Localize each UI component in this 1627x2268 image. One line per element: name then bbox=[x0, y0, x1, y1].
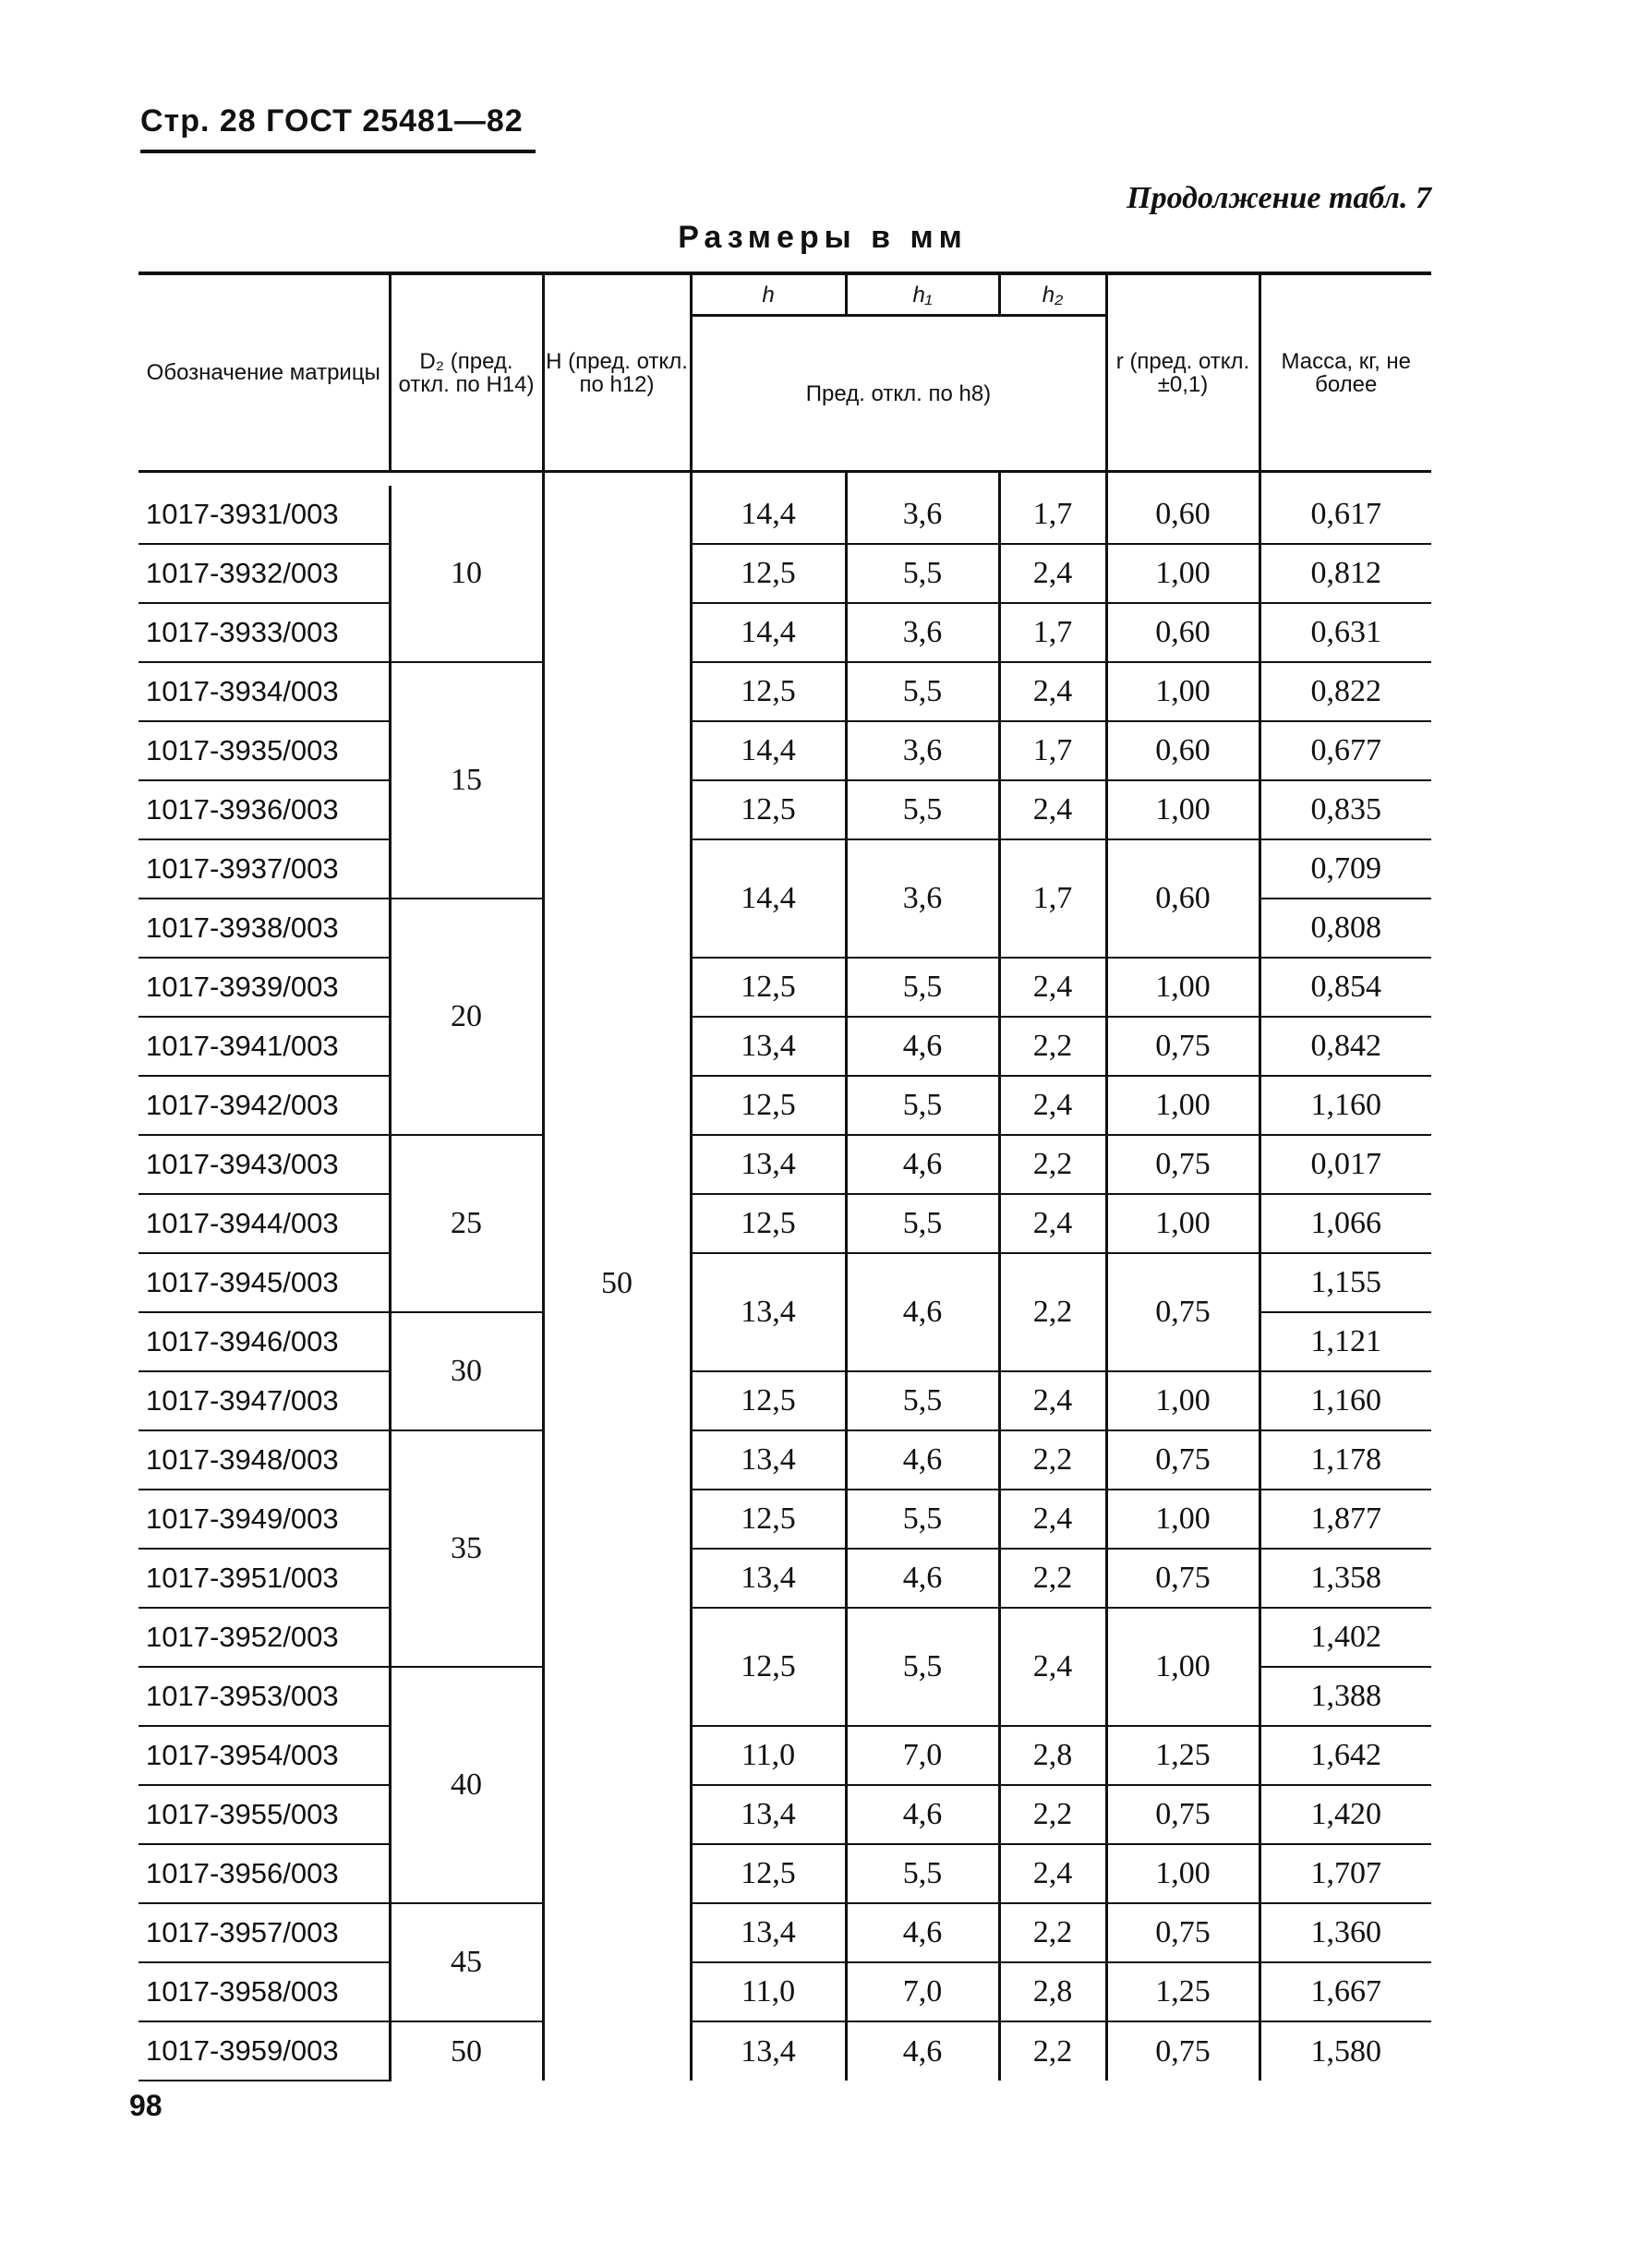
mass-cell: 0,822 bbox=[1259, 662, 1431, 721]
h1-cell: 5,5 bbox=[846, 780, 999, 839]
table-row bbox=[139, 2021, 1431, 2081]
header-rule bbox=[140, 150, 536, 153]
h-cell: 12,5 bbox=[691, 1371, 846, 1430]
mass-cell: 0,812 bbox=[1259, 544, 1431, 603]
designation-cell: 1017-3938/003 bbox=[139, 899, 390, 958]
table-row bbox=[139, 1135, 1431, 1194]
r-cell: 0,75 bbox=[1106, 1135, 1259, 1194]
mass-cell: 0,631 bbox=[1259, 603, 1431, 662]
designation-cell: 1017-3957/003 bbox=[139, 1903, 390, 1962]
designation-cell: 1017-3944/003 bbox=[139, 1194, 390, 1253]
h2-cell: 2,2 bbox=[999, 1017, 1106, 1076]
r-cell: 1,00 bbox=[1106, 1371, 1259, 1430]
h1-cell: 4,6 bbox=[846, 1017, 999, 1076]
mass-cell: 1,160 bbox=[1259, 1371, 1431, 1430]
r-cell: 0,60 bbox=[1106, 486, 1259, 544]
r-cell: 1,00 bbox=[1106, 544, 1259, 603]
mass-cell: 0,677 bbox=[1259, 721, 1431, 780]
r-cell: 0,75 bbox=[1106, 1785, 1259, 1844]
table-row bbox=[139, 1608, 1431, 1667]
header-H: H (пред. откл. по h12) bbox=[543, 273, 691, 472]
page-number: 98 bbox=[129, 2089, 163, 2122]
r-cell: 1,00 bbox=[1106, 1608, 1259, 1726]
d2-cell: 35 bbox=[390, 1430, 543, 1667]
mass-cell: 1,420 bbox=[1259, 1785, 1431, 1844]
header-h: h bbox=[691, 273, 846, 316]
h1-cell: 7,0 bbox=[846, 1962, 999, 2021]
h2-cell: 2,2 bbox=[999, 1135, 1106, 1194]
h1-cell: 5,5 bbox=[846, 1371, 999, 1430]
table-row bbox=[139, 1371, 1431, 1430]
table-row bbox=[139, 1076, 1431, 1135]
h2-cell: 2,4 bbox=[999, 1194, 1106, 1253]
table-row bbox=[139, 1253, 1431, 1312]
r-cell: 1,00 bbox=[1106, 958, 1259, 1017]
h2-cell: 2,4 bbox=[999, 662, 1106, 721]
h1-cell: 4,6 bbox=[846, 1253, 999, 1371]
h2-cell: 2,2 bbox=[999, 1430, 1106, 1490]
r-cell: 0,75 bbox=[1106, 1549, 1259, 1608]
matrix-dimensions-table bbox=[139, 271, 1431, 2081]
designation-cell: 1017-3955/003 bbox=[139, 1785, 390, 1844]
r-cell: 0,75 bbox=[1106, 1017, 1259, 1076]
table-row bbox=[139, 603, 1431, 662]
h-cell: 13,4 bbox=[691, 1785, 846, 1844]
h1-cell: 4,6 bbox=[846, 1903, 999, 1962]
designation-cell: 1017-3945/003 bbox=[139, 1253, 390, 1312]
h1-cell: 5,5 bbox=[846, 662, 999, 721]
h-cell: 13,4 bbox=[691, 1135, 846, 1194]
mass-cell: 1,160 bbox=[1259, 1076, 1431, 1135]
table-row bbox=[139, 780, 1431, 839]
h-cell: 12,5 bbox=[691, 544, 846, 603]
h2-cell: 2,2 bbox=[999, 1785, 1106, 1844]
mass-cell: 1,155 bbox=[1259, 1253, 1431, 1312]
header-h-tolerance: Пред. откл. по h8) bbox=[691, 316, 1106, 472]
mass-cell: 1,178 bbox=[1259, 1430, 1431, 1490]
h2-cell: 2,4 bbox=[999, 544, 1106, 603]
h2-cell: 2,4 bbox=[999, 1076, 1106, 1135]
mass-cell: 1,360 bbox=[1259, 1903, 1431, 1962]
table-row bbox=[139, 839, 1431, 899]
h-cell: 14,4 bbox=[691, 603, 846, 662]
h1-cell: 3,6 bbox=[846, 486, 999, 544]
h-cell: 13,4 bbox=[691, 1253, 846, 1371]
r-cell: 1,25 bbox=[1106, 1962, 1259, 2021]
designation-cell: 1017-3942/003 bbox=[139, 1076, 390, 1135]
r-cell: 0,60 bbox=[1106, 721, 1259, 780]
designation-cell: 1017-3934/003 bbox=[139, 662, 390, 721]
r-cell: 0,75 bbox=[1106, 1430, 1259, 1490]
h-cell: 12,5 bbox=[691, 958, 846, 1017]
d2-cell: 30 bbox=[390, 1312, 543, 1430]
mass-cell: 1,667 bbox=[1259, 1962, 1431, 2021]
h2-cell: 2,2 bbox=[999, 1903, 1106, 1962]
header-mass: Масса, кг, не более bbox=[1259, 273, 1431, 472]
h2-cell: 2,4 bbox=[999, 1608, 1106, 1726]
h-cell: 12,5 bbox=[691, 1608, 846, 1726]
table-row bbox=[139, 1785, 1431, 1844]
mass-cell: 1,388 bbox=[1259, 1667, 1431, 1726]
table-row bbox=[139, 958, 1431, 1017]
table-row bbox=[139, 721, 1431, 780]
table-body bbox=[139, 486, 1431, 2081]
designation-cell: 1017-3953/003 bbox=[139, 1667, 390, 1726]
header-designation: Обозначение матрицы bbox=[139, 273, 390, 472]
d2-cell: 20 bbox=[390, 899, 543, 1135]
h2-cell: 1,7 bbox=[999, 603, 1106, 662]
designation-cell: 1017-3947/003 bbox=[139, 1371, 390, 1430]
h2-cell: 2,4 bbox=[999, 1490, 1106, 1549]
mass-cell: 0,017 bbox=[1259, 1135, 1431, 1194]
table-row bbox=[139, 1903, 1431, 1962]
d2-cell: 50 bbox=[390, 2021, 543, 2081]
designation-cell: 1017-3936/003 bbox=[139, 780, 390, 839]
designation-cell: 1017-3933/003 bbox=[139, 603, 390, 662]
h-cell: 14,4 bbox=[691, 721, 846, 780]
h1-cell: 5,5 bbox=[846, 1608, 999, 1726]
designation-cell: 1017-3949/003 bbox=[139, 1490, 390, 1549]
page-header: Стр. 28 ГОСТ 25481—82 bbox=[140, 103, 524, 139]
h2-cell: 2,4 bbox=[999, 1371, 1106, 1430]
h1-cell: 3,6 bbox=[846, 603, 999, 662]
mass-cell: 1,402 bbox=[1259, 1608, 1431, 1667]
r-cell: 1,00 bbox=[1106, 780, 1259, 839]
table-row bbox=[139, 1549, 1431, 1608]
designation-cell: 1017-3932/003 bbox=[139, 544, 390, 603]
mass-cell: 0,709 bbox=[1259, 839, 1431, 899]
table-row bbox=[139, 1017, 1431, 1076]
table-row bbox=[139, 486, 1431, 544]
h-cell: 12,5 bbox=[691, 1076, 846, 1135]
mass-cell: 1,642 bbox=[1259, 1726, 1431, 1785]
h1-cell: 4,6 bbox=[846, 1549, 999, 1608]
header-h1: h₁ bbox=[846, 273, 999, 316]
r-cell: 1,00 bbox=[1106, 1194, 1259, 1253]
h2-cell: 2,2 bbox=[999, 1253, 1106, 1371]
designation-cell: 1017-3956/003 bbox=[139, 1844, 390, 1903]
h2-cell: 1,7 bbox=[999, 839, 1106, 958]
r-cell: 0,75 bbox=[1106, 1253, 1259, 1371]
h-cell: 12,5 bbox=[691, 662, 846, 721]
r-cell: 1,25 bbox=[1106, 1726, 1259, 1785]
h2-cell: 2,8 bbox=[999, 1962, 1106, 2021]
mass-cell: 1,707 bbox=[1259, 1844, 1431, 1903]
h1-cell: 5,5 bbox=[846, 1194, 999, 1253]
h-cell: 11,0 bbox=[691, 1726, 846, 1785]
H-cell: 50 bbox=[543, 486, 691, 2081]
h1-cell: 5,5 bbox=[846, 1490, 999, 1549]
d2-cell: 15 bbox=[390, 662, 543, 899]
h1-cell: 4,6 bbox=[846, 1785, 999, 1844]
designation-cell: 1017-3937/003 bbox=[139, 839, 390, 899]
h1-cell: 4,6 bbox=[846, 1135, 999, 1194]
designation-cell: 1017-3959/003 bbox=[139, 2021, 390, 2081]
h-cell: 13,4 bbox=[691, 1903, 846, 1962]
table-row bbox=[139, 662, 1431, 721]
header-r: r (пред. откл. ±0,1) bbox=[1106, 273, 1259, 472]
h2-cell: 1,7 bbox=[999, 721, 1106, 780]
table-row bbox=[139, 1490, 1431, 1549]
h-cell: 13,4 bbox=[691, 1017, 846, 1076]
units-caption: Размеры в мм bbox=[678, 220, 968, 255]
table-row bbox=[139, 1430, 1431, 1490]
h2-cell: 2,8 bbox=[999, 1726, 1106, 1785]
designation-cell: 1017-3951/003 bbox=[139, 1549, 390, 1608]
h1-cell: 4,6 bbox=[846, 2021, 999, 2081]
h1-cell: 5,5 bbox=[846, 1076, 999, 1135]
table-row bbox=[139, 1194, 1431, 1253]
h2-cell: 1,7 bbox=[999, 486, 1106, 544]
r-cell: 1,00 bbox=[1106, 1490, 1259, 1549]
r-cell: 1,00 bbox=[1106, 1844, 1259, 1903]
r-cell: 0,60 bbox=[1106, 603, 1259, 662]
d2-cell: 45 bbox=[390, 1903, 543, 2021]
header-d2: D₂ (пред. откл. по H14) bbox=[390, 273, 543, 472]
h-cell: 12,5 bbox=[691, 1194, 846, 1253]
mass-cell: 1,358 bbox=[1259, 1549, 1431, 1608]
designation-cell: 1017-3941/003 bbox=[139, 1017, 390, 1076]
table-row bbox=[139, 1726, 1431, 1785]
h1-cell: 3,6 bbox=[846, 721, 999, 780]
designation-cell: 1017-3948/003 bbox=[139, 1430, 390, 1490]
table-row bbox=[139, 1962, 1431, 2021]
designation-cell: 1017-3935/003 bbox=[139, 721, 390, 780]
h2-cell: 2,4 bbox=[999, 958, 1106, 1017]
h1-cell: 3,6 bbox=[846, 839, 999, 958]
designation-cell: 1017-3931/003 bbox=[139, 486, 390, 544]
table-row bbox=[139, 544, 1431, 603]
mass-cell: 0,617 bbox=[1259, 486, 1431, 544]
r-cell: 1,00 bbox=[1106, 1076, 1259, 1135]
designation-cell: 1017-3943/003 bbox=[139, 1135, 390, 1194]
r-cell: 0,60 bbox=[1106, 839, 1259, 958]
mass-cell: 1,066 bbox=[1259, 1194, 1431, 1253]
h2-cell: 2,4 bbox=[999, 1844, 1106, 1903]
h-cell: 13,4 bbox=[691, 2021, 846, 2081]
h2-cell: 2,4 bbox=[999, 780, 1106, 839]
h-cell: 13,4 bbox=[691, 1430, 846, 1490]
designation-cell: 1017-3952/003 bbox=[139, 1608, 390, 1667]
r-cell: 1,00 bbox=[1106, 662, 1259, 721]
table-row bbox=[139, 1844, 1431, 1903]
r-cell: 0,75 bbox=[1106, 1903, 1259, 1962]
mass-cell: 0,854 bbox=[1259, 958, 1431, 1017]
h-cell: 12,5 bbox=[691, 1844, 846, 1903]
h2-cell: 2,2 bbox=[999, 1549, 1106, 1608]
h2-cell: 2,2 bbox=[999, 2021, 1106, 2081]
h-cell: 13,4 bbox=[691, 1549, 846, 1608]
d2-cell: 25 bbox=[390, 1135, 543, 1312]
h-cell: 11,0 bbox=[691, 1962, 846, 2021]
h-cell: 14,4 bbox=[691, 839, 846, 958]
designation-cell: 1017-3954/003 bbox=[139, 1726, 390, 1785]
h-cell: 14,4 bbox=[691, 486, 846, 544]
table-continuation-label: Продолжение табл. 7 bbox=[1127, 181, 1431, 215]
mass-cell: 1,877 bbox=[1259, 1490, 1431, 1549]
d2-cell: 10 bbox=[390, 486, 543, 662]
h-cell: 12,5 bbox=[691, 1490, 846, 1549]
mass-cell: 1,121 bbox=[1259, 1312, 1431, 1371]
d2-cell: 40 bbox=[390, 1667, 543, 1903]
designation-cell: 1017-3946/003 bbox=[139, 1312, 390, 1371]
mass-cell: 0,835 bbox=[1259, 780, 1431, 839]
h1-cell: 7,0 bbox=[846, 1726, 999, 1785]
h1-cell: 5,5 bbox=[846, 1844, 999, 1903]
mass-cell: 0,808 bbox=[1259, 899, 1431, 958]
header-h2: h₂ bbox=[999, 273, 1106, 316]
designation-cell: 1017-3939/003 bbox=[139, 958, 390, 1017]
h1-cell: 4,6 bbox=[846, 1430, 999, 1490]
mass-cell: 1,580 bbox=[1259, 2021, 1431, 2081]
r-cell: 0,75 bbox=[1106, 2021, 1259, 2081]
designation-cell: 1017-3958/003 bbox=[139, 1962, 390, 2021]
h1-cell: 5,5 bbox=[846, 958, 999, 1017]
mass-cell: 0,842 bbox=[1259, 1017, 1431, 1076]
h-cell: 12,5 bbox=[691, 780, 846, 839]
h1-cell: 5,5 bbox=[846, 544, 999, 603]
